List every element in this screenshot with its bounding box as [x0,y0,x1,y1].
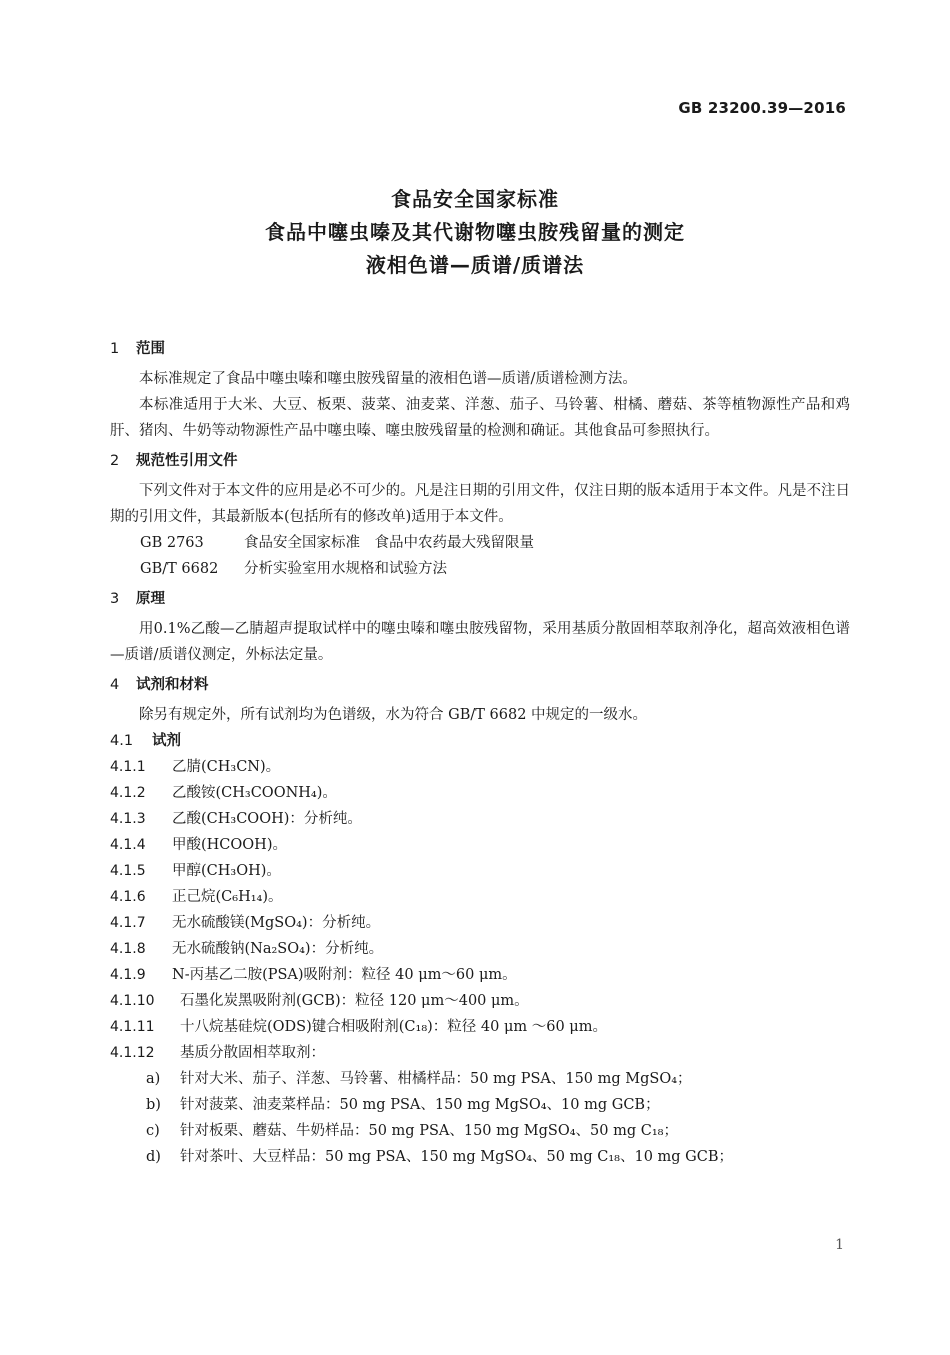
paragraph: 除另有规定外，所有试剂均为色谱级，水为符合 GB/T 6682 中规定的一级水。 [139,707,648,723]
subitem-label: b) [146,1097,161,1113]
item-text: N-丙基乙二胺(PSA)吸附剂：粒径 40 μm～60 μm。 [172,967,517,983]
page-number: 1 [835,1237,844,1253]
section-title: 原理 [136,591,165,607]
section-1-heading [110,336,850,362]
item-text: 乙酸(CH₃COOH)：分析纯。 [172,811,362,827]
subitem-label: d) [146,1149,161,1165]
item-number: 4.1.3 [110,811,146,827]
section-2-heading [110,448,850,474]
document-body [110,336,850,1170]
reagent-item [110,962,850,988]
title-line-1: 食品安全国家标准 [391,187,559,211]
document-title [0,183,950,282]
extractant-subitem [110,1118,850,1144]
reagent-item [110,884,850,910]
item-text: 甲醇(CH₃OH)。 [172,863,281,879]
item-number: 4.1.9 [110,967,146,983]
item-number: 4.1.10 [110,993,155,1009]
reference-name: 食品安全国家标准 食品中农药最大残留限量 [244,535,534,551]
extractant-subitem [110,1066,850,1092]
subitem-text: 针对大米、茄子、洋葱、马铃薯、柑橘样品：50 mg PSA、150 mg MgSO₄； [180,1071,692,1087]
item-text: 无水硫酸钠(Na₂SO₄)：分析纯。 [172,941,384,957]
section-3-heading [110,586,850,612]
item-number: 4.1.12 [110,1045,155,1061]
item-number: 4.1.5 [110,863,146,879]
item-text: 正己烷(C₆H₁₄)。 [172,889,283,905]
reagent-item [110,910,850,936]
section-4-heading [110,672,850,698]
section-number: 2 [110,453,120,469]
title-line-3: 液相色谱—质谱/质谱法 [365,253,585,277]
extractant-subitem [110,1092,850,1118]
title-line-2: 食品中噻虫嗪及其代谢物噻虫胺残留量的测定 [265,220,685,244]
section-number: 4 [110,677,120,693]
reference-item [110,556,850,582]
subitem-label: a) [146,1071,161,1087]
section-title: 范围 [136,341,165,357]
item-number: 4.1.4 [110,837,146,853]
section-title: 试剂 [152,733,181,749]
paragraph: 用0.1%乙酸—乙腈超声提取试样中的噻虫嗪和噻虫胺残留物，采用基质分散固相萃取剂净化，超高效液相色谱—质谱/质谱仪测定，外标法定量。 [110,621,850,663]
paragraph: 本标准规定了食品中噻虫嗪和噻虫胺残留量的液相色谱—质谱/质谱检测方法。 [139,371,637,387]
item-number: 4.1.2 [110,785,146,801]
reagent-item [110,988,850,1014]
item-number: 4.1.1 [110,759,146,775]
subitem-label: c) [146,1123,160,1139]
item-text: 基质分散固相萃取剂： [180,1045,325,1061]
item-text: 十八烷基硅烷(ODS)键合相吸附剂(C₁₈)：粒径 40 μm ～60 μm。 [180,1019,607,1035]
reagent-item [110,832,850,858]
reagent-item [110,780,850,806]
item-text: 石墨化炭黑吸附剂(GCB)：粒径 120 μm～400 μm。 [180,993,529,1009]
standard-code: GB 23200.39—2016 [678,99,846,117]
reagent-item [110,936,850,962]
item-number: 4.1.8 [110,941,146,957]
item-text: 乙腈(CH₃CN)。 [172,759,281,775]
reagent-item [110,754,850,780]
reference-item [110,530,850,556]
section-number: 3 [110,591,120,607]
item-text: 无水硫酸镁(MgSO₄)：分析纯。 [172,915,381,931]
reagent-item [110,806,850,832]
reagent-item [110,1014,850,1040]
item-number: 4.1.7 [110,915,146,931]
reagent-item [110,858,850,884]
item-number: 4.1.11 [110,1019,155,1035]
reference-code: GB 2763 [140,535,204,551]
section-title: 试剂和材料 [136,677,209,693]
section-number: 1 [110,341,120,357]
subitem-text: 针对茶叶、大豆样品：50 mg PSA、150 mg MgSO₄、50 mg C₁₈、10 mg GCB； [180,1149,734,1165]
reagent-item [110,1040,850,1066]
section-title: 规范性引用文件 [136,453,238,469]
subsection-4-1-heading [110,728,850,754]
subitem-text: 针对板栗、蘑菇、牛奶样品：50 mg PSA、150 mg MgSO₄、50 mg C₁₈； [180,1123,678,1139]
paragraph: 下列文件对于本文件的应用是必不可少的。凡是注日期的引用文件，仅注日期的版本适用于本文件。凡是不注日期的引用文件，其最新版本(包括所有的修改单)适用于本文件。 [110,483,850,525]
section-number: 4.1 [110,733,134,749]
reference-name: 分析实验室用水规格和试验方法 [244,561,447,577]
item-number: 4.1.6 [110,889,146,905]
item-text: 乙酸铵(CH₃COONH₄)。 [172,785,337,801]
paragraph: 本标准适用于大米、大豆、板栗、菠菜、油麦菜、洋葱、茄子、马铃薯、柑橘、蘑菇、茶等植物源性产品和鸡肝、猪肉、牛奶等动物源性产品中噻虫嗪、噻虫胺残留量的检测和确证。其他食品可参照执行。 [110,397,850,439]
subitem-text: 针对菠菜、油麦菜样品：50 mg PSA、150 mg MgSO₄、10 mg GCB； [180,1097,660,1113]
extractant-subitem [110,1144,850,1170]
reference-code: GB/T 6682 [140,561,219,577]
item-text: 甲酸(HCOOH)。 [172,837,287,853]
